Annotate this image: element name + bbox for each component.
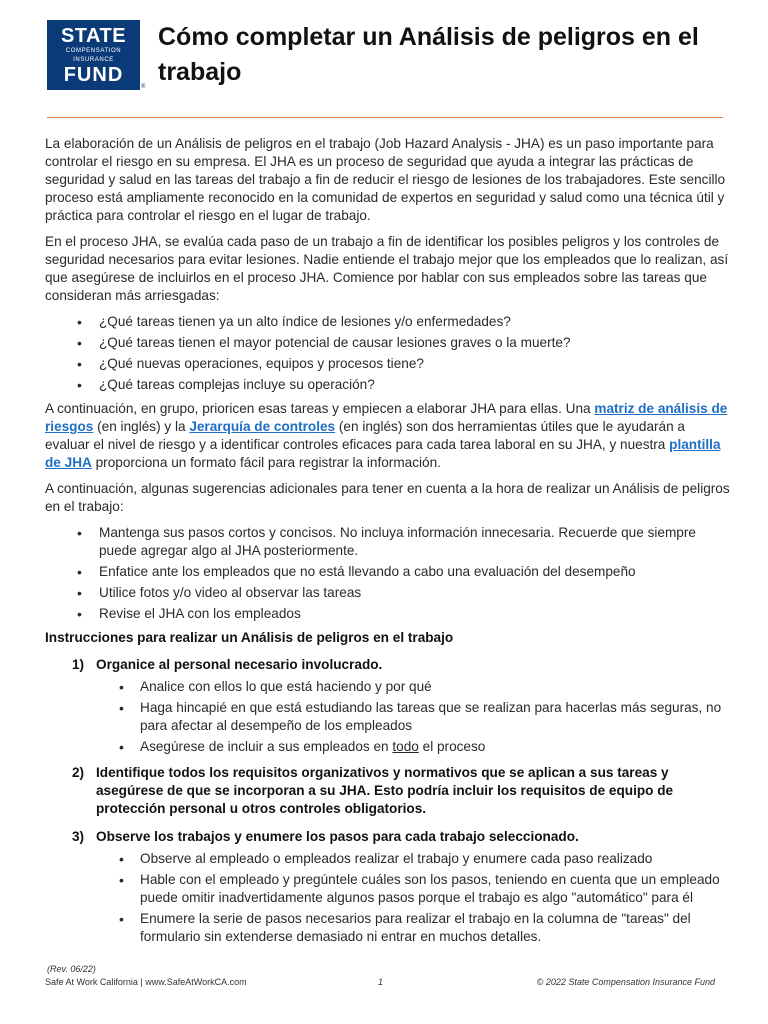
list-item: • Enfatice ante los empleados que no está llevando a cabo una evaluación del desempeño <box>45 563 730 581</box>
list-item: • Haga hincapié en que está estudiando las tareas que se realizan para hacerlas más seguras, no para afectar al desempeño de los empleados <box>45 699 730 735</box>
logo-compensation: COMPENSATION <box>65 48 122 54</box>
page-title: Cómo completar un Análisis de peligros en el trabajo <box>158 23 699 86</box>
risk-matrix-link[interactable]: matriz de análisis de riesgos <box>45 401 728 434</box>
list-item: • Asegúrese de incluir a sus empleados en todo el proceso <box>45 738 730 756</box>
intro-paragraph-1: La elaboración de un Análisis de peligros en el trabajo (Job Hazard Analysis - JHA) es un paso importante para controlar el riesgo en su empresa. El JHA es un proceso de seguridad que ayuda a integrar las prácticas de seguridad y salud en las tareas del trabajo a fin de reducir el riesgo de lesiones de los trabajadores. Este sencillo proceso está ampliamente reconocido en la comunidad de expertos en seguridad y salud como una técnica útil y práctica para controlar el riesgo en el lugar de trabajo. <box>45 136 726 223</box>
logo-registered-mark: ® <box>141 84 146 90</box>
list-item: • Utilice fotos y/o video al observar las tareas <box>45 584 730 602</box>
step-2 <box>45 764 730 818</box>
list-item: • Analice con ellos lo que está haciendo y por qué <box>45 678 730 696</box>
header-divider <box>47 117 723 118</box>
state-fund-logo <box>47 20 140 90</box>
logo-state: STATE <box>60 25 127 47</box>
list-item: • Revise el JHA con los empleados <box>45 605 730 623</box>
list-item: • Observe al empleado o empleados realizar el trabajo y enumere cada paso realizado <box>45 850 730 868</box>
question-list <box>45 313 730 394</box>
logo-fund: FUND <box>63 64 124 86</box>
list-item: • Enumere la serie de pasos necesarios para realizar el trabajo en la columna de "tareas" del formulario sin extenderse demasiado ni entrar en muchos detalles. <box>45 910 730 946</box>
list-item: • Hable con el empleado y pregúntele cuáles son los pasos, teniendo en cuenta que un empleado puede omitir inadvertidamente algunos pasos porque el trabajo es algo "automático" para él <box>45 871 730 907</box>
footer-copyright: © 2022 State Compensation Insurance Fund <box>536 977 715 987</box>
document-body <box>45 135 730 954</box>
list-item: • ¿Qué tareas complejas incluye su operación? <box>45 376 730 394</box>
logo-insurance: INSURANCE <box>73 57 114 63</box>
footer-site: Safe At Work California | www.SafeAtWorkCA.com <box>45 977 247 987</box>
hierarchy-of-controls-link[interactable]: Jerarquía de controles <box>189 419 336 434</box>
list-item: • Mantenga sus pasos cortos y concisos. No incluya información innecesaria. Recuerde que siempre puede agregar algo al JHA posteriormente. <box>45 524 730 560</box>
list-item: • ¿Qué tareas tienen el mayor potencial de causar lesiones graves o la muerte? <box>45 334 730 352</box>
list-item: • ¿Qué nuevas operaciones, equipos y procesos tiene? <box>45 355 730 373</box>
step-text: Observe los trabajos y enumere los pasos para cada trabajo seleccionado. <box>96 829 579 844</box>
step-3-list <box>45 850 730 946</box>
step-number: 2) <box>72 765 85 780</box>
step-text: Identifique todos los requisitos organizativos y normativos que se aplican a sus tareas y asegúrese de que se incorporan a su JHA. Esto podría incluir los requisitos de equipo de protección personal u otros controles obligatorios. <box>96 765 674 816</box>
step-3 <box>45 828 730 846</box>
revision-date: (Rev. 06/22) <box>47 964 96 974</box>
step-text: Organice al personal necesario involucrado. <box>96 657 383 672</box>
step-number: 1) <box>72 657 85 672</box>
jha-template-link[interactable]: plantilla de JHA <box>45 437 721 470</box>
list-item: • ¿Qué tareas tienen ya un alto índice de lesiones y/o enfermedades? <box>45 313 730 331</box>
suggestions-paragraph: A continuación, algunas sugerencias adicionales para tener en cuenta a la hora de realizar un Análisis de peligros en el trabajo: <box>45 481 730 514</box>
intro-paragraph-2: En el proceso JHA, se evalúa cada paso de un trabajo a fin de identificar los posibles peligros y los controles de seguridad necesarios para evitar lesiones. Nadie entiende el trabajo mejor que los empleados que lo realizan, así que asegúrese de incluirlos en el proceso JHA. Comience por hablar con sus empleados sobre las tareas que consideran más arriesgadas: <box>45 234 729 303</box>
step-1-list <box>45 678 730 756</box>
tools-paragraph: A continuación, en grupo, prioricen esas tareas y empiecen a elaborar JHA para ellas. Una matriz de análisis de riesgos (en inglés) y la Jerarquía de controles (en inglés) son dos herramientas útiles que le ayudarán a evaluar el nivel de riesgo y a identificar controles eficaces para cada tarea laboral en su JHA, y nuestra plantilla de JHA proporciona un formato fácil para registrar la información. <box>45 401 728 470</box>
tips-list <box>45 524 730 623</box>
page-footer <box>45 964 725 989</box>
step-number: 3) <box>72 829 85 844</box>
page-number: 1 <box>378 977 384 987</box>
step-1 <box>45 656 730 674</box>
instructions-heading: Instrucciones para realizar un Análisis de peligros en el trabajo <box>45 630 454 645</box>
emphasis-todo: todo <box>392 739 419 754</box>
